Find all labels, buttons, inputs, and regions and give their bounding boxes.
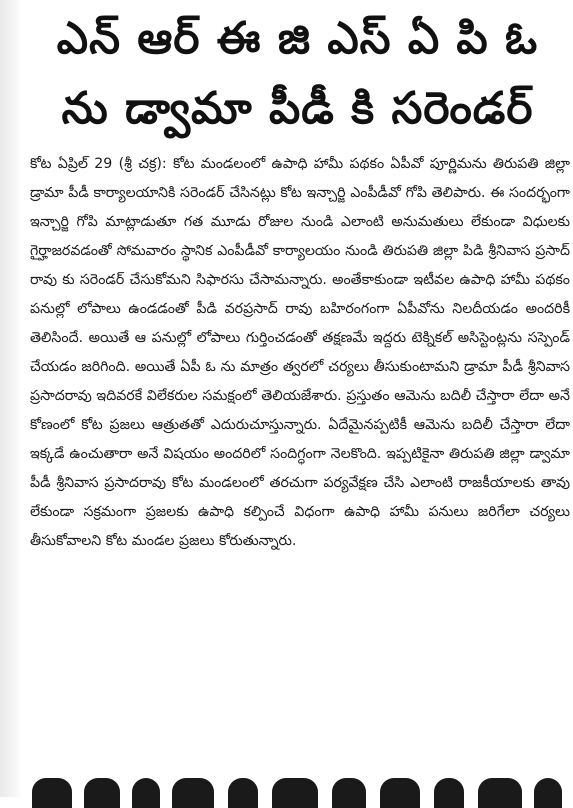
cropped-glyph (272, 778, 318, 808)
cropped-glyph (380, 778, 420, 808)
headline-line-1: ఎన్ ఆర్ ఈ జి ఎస్ ఏ పి ఓ (56, 13, 539, 64)
cropped-glyph (478, 778, 522, 808)
cropped-glyph (132, 778, 160, 808)
article-body (30, 150, 570, 556)
cropped-glyph (434, 778, 464, 808)
cropped-glyph (84, 778, 120, 808)
page-edge-shadow (0, 0, 22, 797)
article-body-text: కోట మండలంలో ఉపాధి హామీ పథకం ఏపీవో పూర్ణిమను తిరుపతి జిల్లా డ్రామా పీడీ కార్యాలయానికి సరెండర్ చేసినట్లు కోట ఇన్చార్జి ఎంపీడీవో గోపి తెలిపారు. ఈ సందర్భంగా ఇన్చార్జి గోపి మాట్లాడుతూ గత మూడు రోజుల నుండి ఎలాంటి అనుమతులు లేకుండా విధులకు గైర్హాజరవడంతో సోమవారం స్థానిక ఎంపీడీవో కార్యాలయం నుండి తిరుపతి జిల్లా పిడి శ్రీనివాస ప్రసాద్ రావు కు సరెండర్ చేసుకోమని సిఫారసు చేసామన్నారు. అంతేకాకుండా ఇటీవల ఉపాధి హామీ పథకం పనుల్లో లోపాలు ఉండడంతో పీడి వరప్రసాద్ రావు బహిరంగంగా ఏపీవోను నిలదీయడం అందరికీ తెలిసిందే. అయితే ఆ పనుల్లో లోపాలు గుర్తించడంతో తక్షణమే ఇద్దరు టెక్నికల్ అసిస్టెంట్లను సస్పెండ్ చేయడం జరిగింది. అయితే ఏపీ ఓ ను మాత్రం త్వరలో చర్యలు తీసుకుంటామని డ్రామా పీడీ శ్రీనివాస ప్రసాదరావు ఇదివరకే విలేకరుల సమక్షంలో తెలియజేశారు. ప్రస్తుతం ఆమెను బదిలీ చేస్తారా లేదా అనే కోణంలో కోట ప్రజలు ఆత్రుతతో ఎదురుచూస్తున్నారు. ఏదేమైనప్పటికీ ఆమెను బదిలీ చేస్తారా లేదా ఇక్కడే ఉంచుతారా అనే విషయం అందరిలో సందిగ్ధంగా నెలకొంది. ఇప్పటికైనా తిరుపతి జిల్లా డ్వామా పీడీ శ్రీనివాస ప్రసాదరావు కోట మండలంలో తరచుగా పర్యవేక్షణ చేసి ఎలాంటి రాజకీయాలకు తావు లేకుండా సక్రమంగా ప్రజలకు ఉపాధి కల్పించే విధంగా ఉపాధి హామీ పనులు జరిగేలా చర్యలు తీసుకోవాలని కోట మండల ప్రజలు కోరుతున్నారు. (30, 156, 570, 549)
dateline: కోట ఏప్రిల్ 29 (శ్రీ చక్ర): (30, 156, 167, 172)
cropped-glyph (332, 778, 366, 808)
cropped-glyph (534, 778, 562, 808)
article-paragraph (30, 150, 570, 556)
headline-line-2: ను డ్వామా పీడీ కి సరెండర్ (61, 83, 534, 134)
cropped-glyph (172, 778, 214, 808)
cropped-glyph (228, 778, 258, 808)
next-article-headline-cropped (22, 778, 573, 808)
newspaper-clipping (22, 0, 573, 797)
cropped-glyph (32, 778, 72, 808)
